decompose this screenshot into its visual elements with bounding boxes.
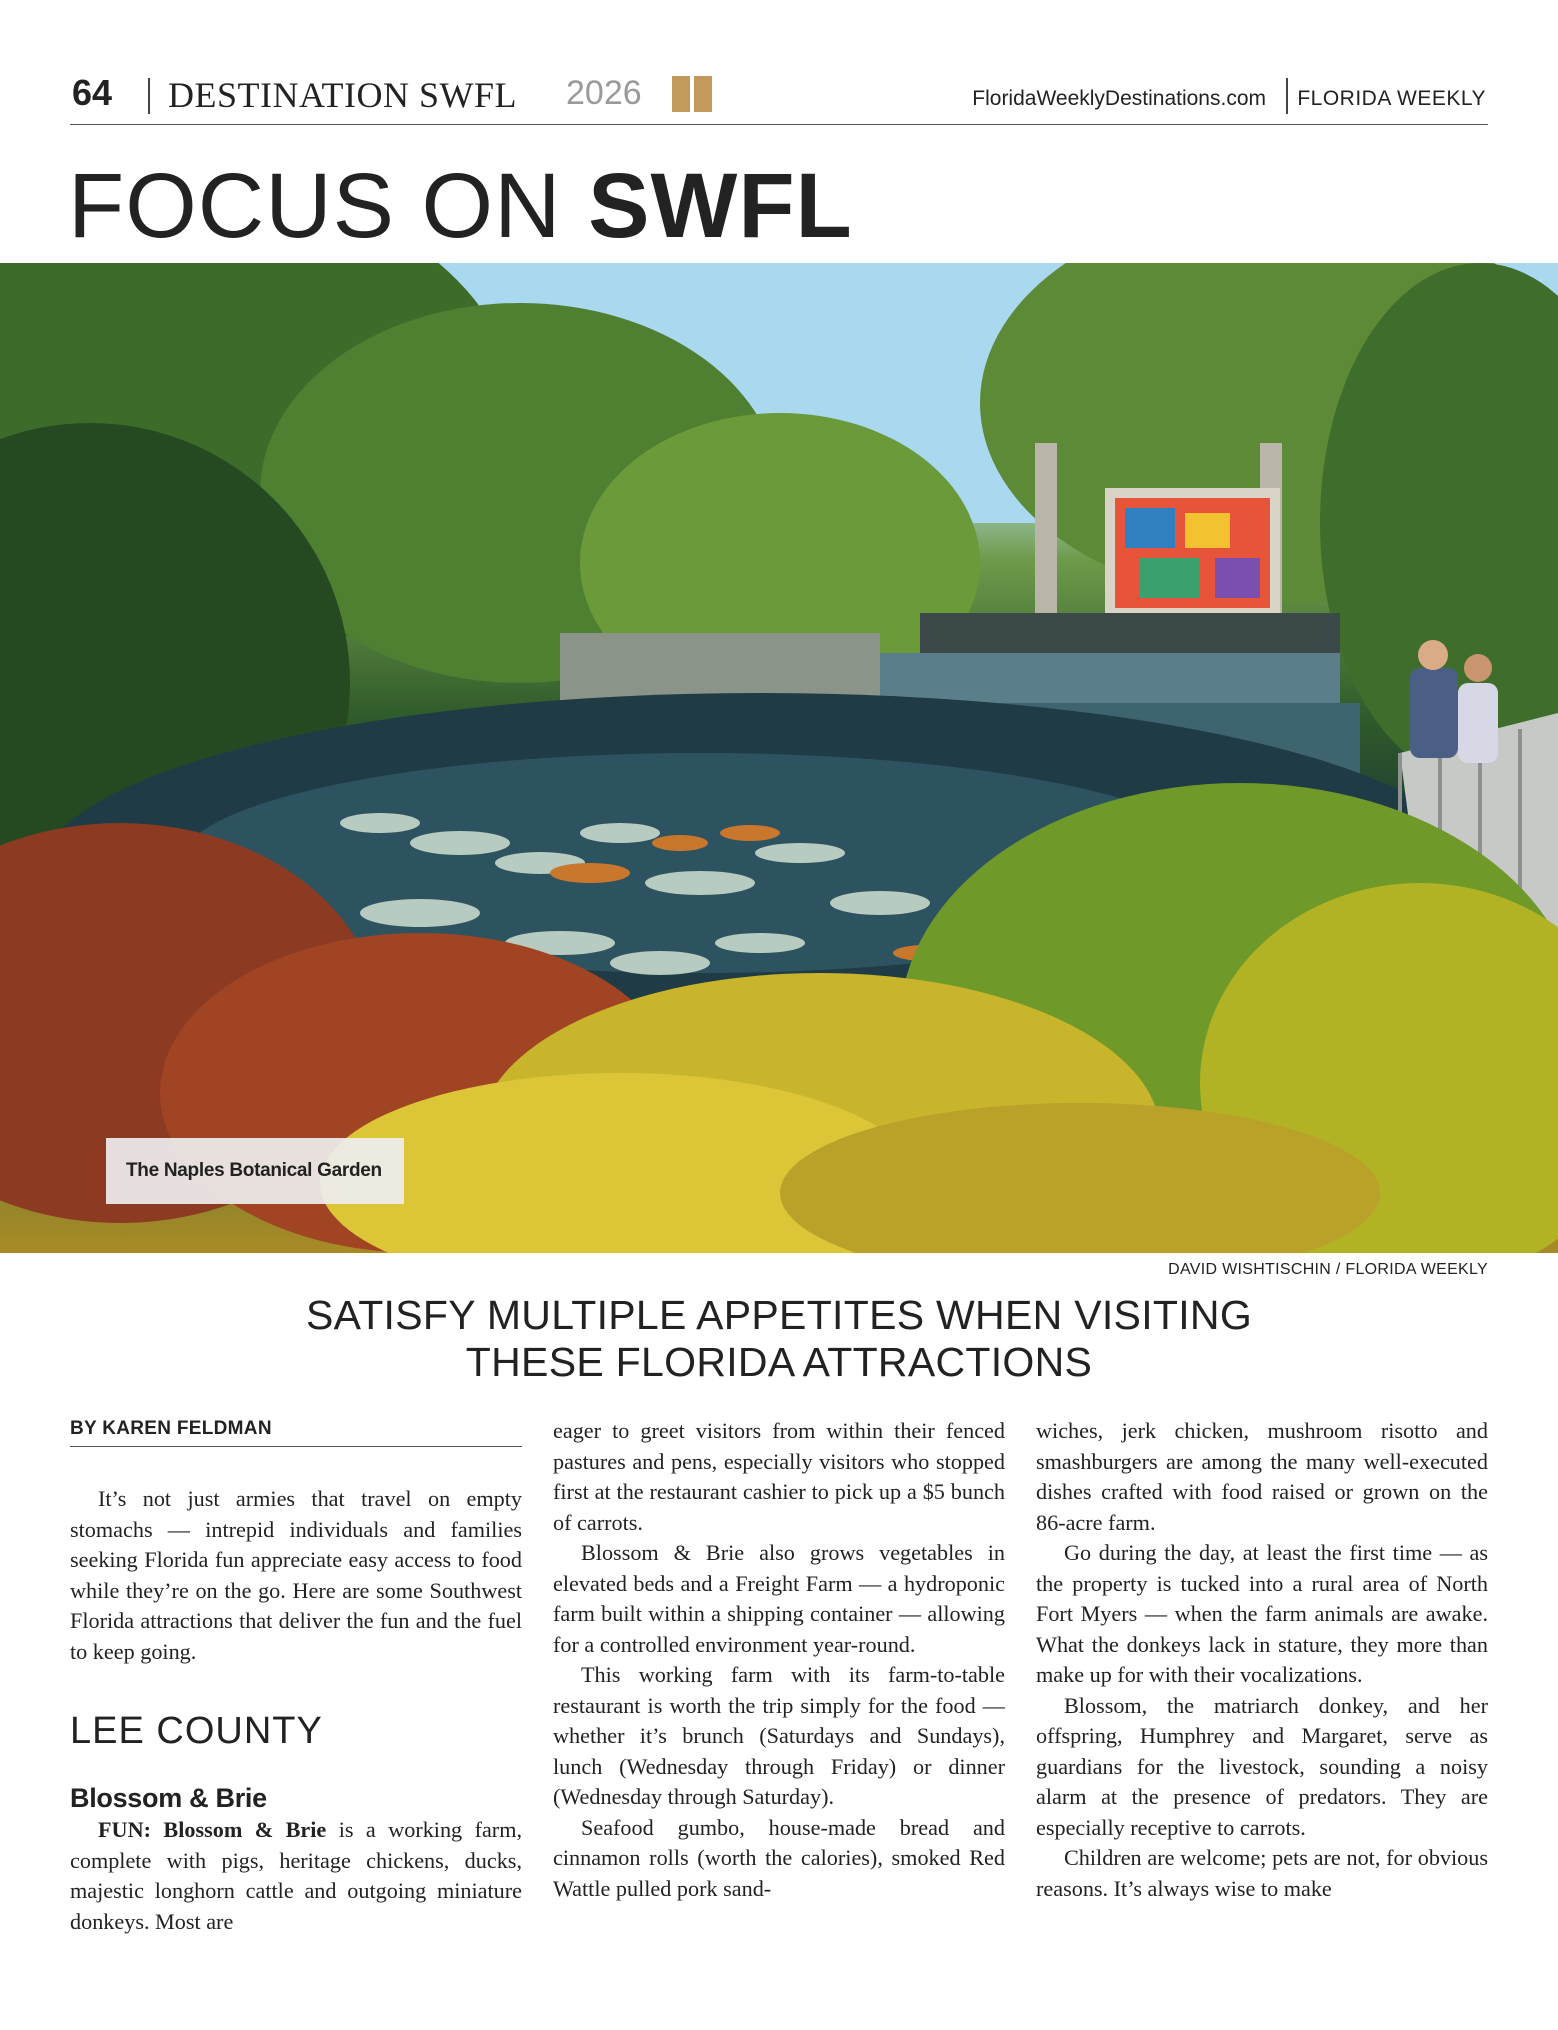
article-paragraph: Go during the day, at least the first time — as the property is tucked into a rural area of North Fort Myers — when the farm animals are awake. What the donkeys lack in stature, they more than make up for with their vocalizations. — [1036, 1540, 1488, 1687]
publication-name: FLORIDA WEEKLY — [1297, 87, 1486, 110]
article-paragraph: Blossom, the matriarch donkey, and her offspring, Humphrey and Margaret, serve as guardians for the livestock, sounding a noisy alarm at the presence of predators. They are especially receptive to carrots. — [1036, 1692, 1488, 1840]
byline: BY KAREN FELDMAN — [70, 1416, 522, 1447]
article-paragraph: Seafood gumbo, house-made bread and cinnamon rolls (worth the calories), smoked Red Wattle pulled pork sand- — [553, 1814, 1005, 1901]
deck-line: SATISFY MULTIPLE APPETITES WHEN VISITING — [305, 1292, 1253, 1338]
lead-label: FUN: — [98, 1817, 164, 1842]
article-column-3 — [1036, 1416, 1488, 1904]
article-paragraph: This working farm with its farm-to-table restaurant is worth the trip simply for the food — whether it’s brunch (Saturdays and Sundays), lunch (Wednesday through Friday) or dinner (Wednesday through Saturday). — [553, 1662, 1005, 1809]
hero-photo — [0, 263, 1558, 1253]
photo-credit: DAVID WISHTISCHIN / FLORIDA WEEKLY — [1168, 1261, 1488, 1278]
lead-text-part-1: is a working farm, complete with pigs, heritage chickens, ducks, majestic longhorn cattle and outgoing miniature donkeys. Most are — [70, 1817, 522, 1934]
article-paragraph: Blossom & Brie also grows vegetables in elevated beds and a Freight Farm — a hydroponic farm built within a shipping container — allowing for a controlled environment year-round. — [553, 1540, 1005, 1657]
article-deck — [0, 1292, 1558, 1386]
header-divider — [148, 78, 150, 114]
lead-paragraph — [70, 1815, 522, 1937]
lead-paragraph-continued: eager to greet visitors from within their fenced pastures and pens, especially visitors who stopped first at the restaurant cashier to pick up a $5 bunch of carrots. — [553, 1418, 1005, 1535]
article-column-2 — [553, 1416, 1005, 1904]
deck-line: THESE FLORIDA ATTRACTIONS — [465, 1339, 1093, 1385]
page-title — [68, 155, 853, 257]
title-bold: SWFL — [588, 155, 853, 257]
section-year: 2026 — [566, 74, 642, 112]
header-divider — [1286, 78, 1288, 114]
page-number: 64 — [72, 72, 113, 113]
intro-paragraph: It’s not just armies that travel on empty stomachs — intrepid individuals and families seeking Florida fun appreciate easy access to food while they’re on the go. Here are some Southwest Florida attractions that deliver the fun and the fuel to keep going. — [70, 1486, 522, 1664]
article-paragraph-continued: wiches, jerk chicken, mushroom risotto and smashburgers are among the many well-executed dishes crafted with food raised or grown on the 86-acre farm. — [1036, 1418, 1488, 1535]
section-name: DESTINATION SWFL — [168, 75, 517, 115]
botanical-garden-illustration — [0, 263, 1558, 1253]
page-header — [70, 68, 1488, 125]
website-link[interactable]: FloridaWeeklyDestinations.com — [972, 87, 1266, 110]
county-heading: LEE COUNTY — [70, 1710, 323, 1752]
article-paragraph: Children are welcome; pets are not, for obvious reasons. It’s always wise to make — [1036, 1845, 1488, 1901]
section-mark-icon — [672, 76, 714, 112]
title-light: FOCUS ON — [68, 155, 589, 257]
venue-heading: Blossom & Brie — [70, 1783, 267, 1813]
article-column-1 — [70, 1416, 522, 1937]
lead-venue-name: Blossom & Brie — [163, 1817, 327, 1842]
photo-caption: The Naples Botanical Garden — [106, 1138, 404, 1204]
